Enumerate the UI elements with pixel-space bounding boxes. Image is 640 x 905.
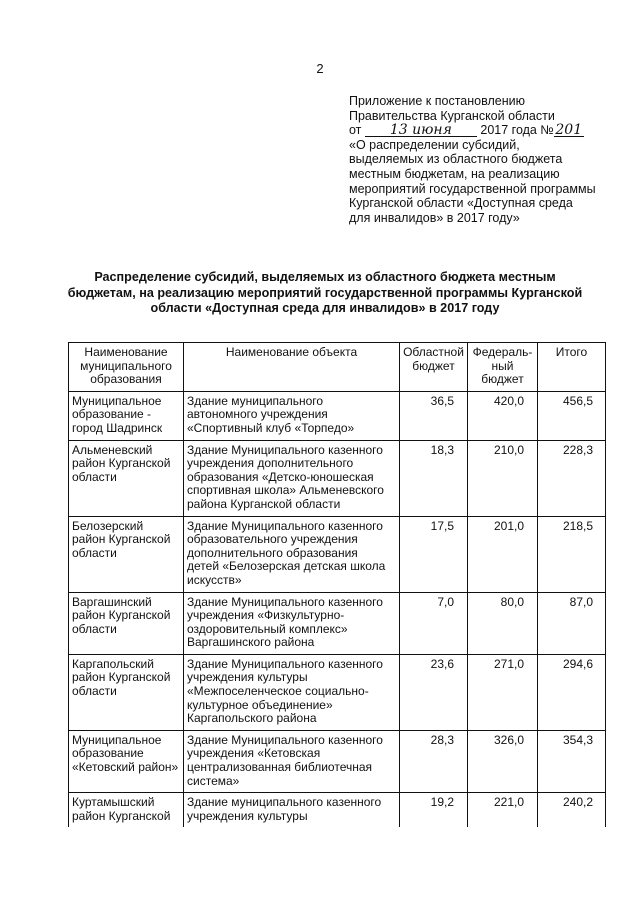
document-title	[60, 270, 590, 317]
total-cell: 354,3	[538, 730, 606, 792]
regional-budget-cell: 28,3	[400, 730, 468, 792]
table-row	[69, 654, 606, 730]
appendix-line-6: местным бюджетам, на реализацию	[349, 166, 560, 181]
object-cell: Здание муниципального автономного учреждения «Спортивный клуб «Торпедо»	[184, 391, 400, 440]
handwritten-number: 201	[555, 122, 583, 139]
subsidy-table	[68, 342, 606, 827]
handwritten-date: 13 июня	[365, 124, 477, 137]
federal-budget-cell: 326,0	[468, 730, 538, 792]
total-cell: 456,5	[538, 391, 606, 440]
municipality-cell: Каргапольский район Курганской области	[69, 654, 184, 730]
table-row	[69, 516, 606, 592]
header-municipality: Наименование муниципального образования	[69, 343, 184, 392]
municipality-cell: Альменевский район Курганской области	[69, 440, 184, 516]
date-prefix: от	[349, 123, 362, 138]
total-cell: 218,5	[538, 516, 606, 592]
title-line-1: Распределение субсидий, выделяемых из областного бюджета местным	[94, 270, 556, 284]
total-cell: 294,6	[538, 654, 606, 730]
header-regional-budget: Областной бюджет	[400, 343, 468, 392]
regional-budget-cell: 23,6	[400, 654, 468, 730]
municipality-cell: Куртамышский район Курганской	[69, 793, 184, 828]
header-total: Итого	[538, 343, 606, 392]
regional-budget-cell: 17,5	[400, 516, 468, 592]
municipality-cell: Варгашинский район Курганской области	[69, 592, 184, 654]
object-cell: Здание Муниципального казенного учреждения «Кетовская централизованная библиотечная система»	[184, 730, 400, 792]
federal-budget-cell: 420,0	[468, 391, 538, 440]
federal-budget-cell: 210,0	[468, 440, 538, 516]
total-cell: 240,2	[538, 793, 606, 828]
table-header-row	[69, 343, 606, 392]
table-row	[69, 440, 606, 516]
federal-budget-cell: 271,0	[468, 654, 538, 730]
federal-budget-cell: 201,0	[468, 516, 538, 592]
appendix-line-5: выделяемых из областного бюджета	[349, 152, 563, 167]
federal-budget-cell: 221,0	[468, 793, 538, 828]
total-cell: 228,3	[538, 440, 606, 516]
total-cell: 87,0	[538, 592, 606, 654]
appendix-date-line	[349, 123, 619, 138]
regional-budget-cell: 7,0	[400, 592, 468, 654]
municipality-cell: Белозерский район Курганской области	[69, 516, 184, 592]
regional-budget-cell: 36,5	[400, 391, 468, 440]
appendix-line-9: для инвалидов» в 2017 году»	[349, 210, 520, 225]
title-line-2: бюджетам, на реализацию мероприятий государственной программы Курганской	[67, 285, 583, 300]
appendix-line-2: Правительства Курганской области	[349, 108, 555, 123]
table-row	[69, 391, 606, 440]
title-line-3: области «Доступная среда для инвалидов» в 2017 году	[150, 301, 500, 315]
object-cell: Здание Муниципального казенного учреждения культуры «Межпоселенческое социально- культурное объединение» Каргапольского района	[184, 654, 400, 730]
municipality-cell: Муниципальное образование - город Шадринск	[69, 391, 184, 440]
object-cell: Здание Муниципального казенного учреждения «Физкультурно- оздоровительный комплекс» Варгашинского района	[184, 592, 400, 654]
appendix-block	[349, 94, 619, 225]
object-cell: Здание Муниципального казенного учреждения дополнительного образования «Детско-юношеская спортивная школа» Альменевского района Курганской области	[184, 440, 400, 516]
header-federal-budget: Федераль- ный бюджет	[468, 343, 538, 392]
appendix-line-8: Курганской области «Доступная среда	[349, 196, 573, 211]
table-row	[69, 793, 606, 828]
federal-budget-cell: 80,0	[468, 592, 538, 654]
appendix-line-4: «О распределении субсидий,	[349, 137, 520, 152]
table-row	[69, 730, 606, 792]
appendix-line-7: мероприятий государственной программы	[349, 181, 596, 196]
page-number: 2	[316, 61, 324, 76]
regional-budget-cell: 18,3	[400, 440, 468, 516]
municipality-cell: Муниципальное образование «Кетовский район»	[69, 730, 184, 792]
appendix-line-1: Приложение к постановлению	[349, 94, 525, 108]
header-object: Наименование объекта	[184, 343, 400, 392]
table-row	[69, 592, 606, 654]
object-cell: Здание Муниципального казенного образовательного учреждения дополнительного образования детей «Белозерская детская школа искусств»	[184, 516, 400, 592]
object-cell: Здание муниципального казенного учреждения культуры	[184, 793, 400, 828]
date-suffix: 2017 года №	[480, 123, 554, 138]
regional-budget-cell: 19,2	[400, 793, 468, 828]
